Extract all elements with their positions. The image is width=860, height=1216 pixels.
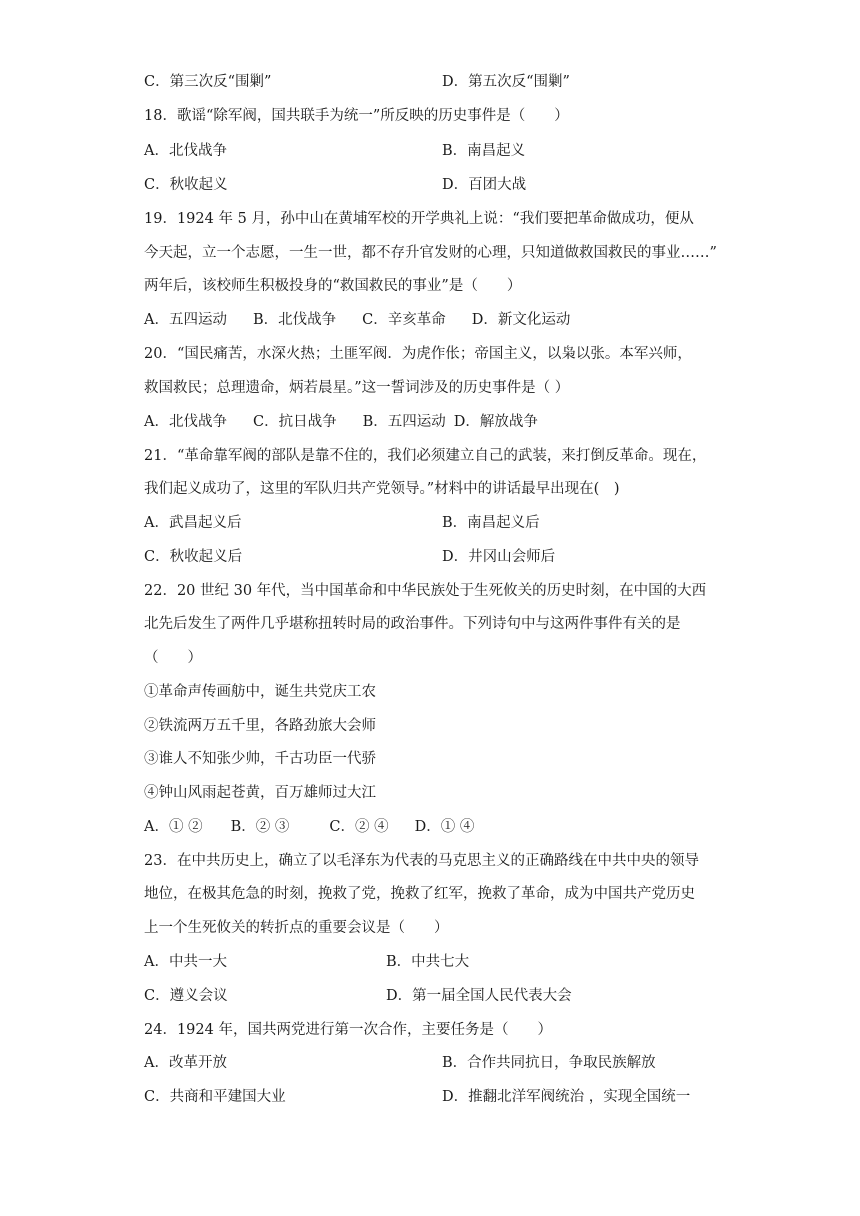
option-c: C．秋收起义 [144, 177, 228, 193]
question-stem: 上一个生死攸关的转折点的重要会议是（ ） [144, 920, 449, 936]
option-c: C．抗日战争 [252, 414, 337, 430]
option-a: A．① ② [144, 819, 203, 835]
poem-item: ②铁流两万五千里，各路劲旅大会师 [144, 718, 376, 734]
option-c: C．共商和平建国大业 [144, 1089, 286, 1105]
poem-item: ④钟山风雨起苍黄，百万雄师过大江 [144, 785, 376, 801]
option-d: D．推翻北洋军阀统治 ，实现全国统一 [442, 1089, 691, 1105]
question-stem: 今天起，立一个志愿，一生一世，都不存升官发财的心理，只知道做救国救民的事业……” [144, 245, 717, 261]
options-row [144, 310, 596, 330]
question-stem: 18．歌谣“除军阀，国共联手为统一”所反映的历史事件是（ ） [144, 108, 569, 124]
option-a: A．北伐战争 [144, 143, 227, 159]
question-stem: 救国救民；总理遗命，炳若晨星。”这一誓词涉及的历史事件是（ ） [144, 380, 570, 396]
option-b: B．南昌起义 [442, 143, 526, 159]
option-b: B．中共七大 [386, 954, 470, 970]
option-c: C．第三次反“围剿” [144, 74, 272, 90]
option-d: D．新文化运动 [471, 312, 571, 328]
option-c: C．秋收起义后 [144, 549, 243, 565]
question-stem: （ ） [144, 650, 202, 666]
option-c: C．辛亥革命 [362, 312, 446, 328]
options-row [144, 412, 564, 432]
question-stem: 20．“国民痛苦，水深火热；土匪军阀．为虎作伥；帝国主义，以枭以张。本军兴师， [144, 346, 692, 362]
option-d: D．① ④ [414, 819, 475, 835]
question-stem: 两年后，该校师生积极投身的“救国救民的事业”是（ ） [144, 278, 522, 294]
question-stem: 24．1924 年，国共两党进行第一次合作，主要任务是（ ） [144, 1022, 552, 1038]
option-d: D．解放战争 [453, 414, 538, 430]
option-b: B．北伐战争 [252, 312, 337, 328]
options-row [144, 817, 500, 837]
option-b: B．五四运动 [362, 414, 446, 430]
question-stem: 23．在中共历史上，确立了以毛泽东为代表的马克思主义的正确路线在中共中央的领导 [144, 853, 699, 869]
option-a: A．五四运动 [144, 312, 227, 328]
option-b: B．② ③ [230, 819, 290, 835]
option-c: C．遵义会议 [144, 988, 228, 1004]
poem-item: ③谁人不知张少帅，千古功臣一代骄 [144, 751, 376, 767]
poem-item: ①革命声传画舫中，诞生共党庆工农 [144, 684, 376, 700]
question-stem: 我们起义成功了，这里的军队归共产党领导。”材料中的讲话最早出现在( ) [144, 481, 620, 497]
option-d: D．第一届全国人民代表大会 [386, 988, 572, 1004]
option-d: D．第五次反“围剿” [442, 74, 570, 90]
option-b: B．合作共同抗日，争取民族解放 [442, 1055, 656, 1071]
option-a: A．中共一大 [144, 954, 227, 970]
question-stem: 22．20 世纪 30 年代，当中国革命和中华民族处于生死攸关的历史时刻，在中国的大西 [144, 583, 707, 599]
option-c: C．② ④ [329, 819, 389, 835]
option-d: D．百团大战 [442, 177, 527, 193]
question-stem: 北先后发生了两件几乎堪称扭转时局的政治事件。下列诗句中与这两件事件有关的是 [144, 616, 681, 632]
option-a: A．改革开放 [144, 1055, 227, 1071]
option-d: D．井冈山会师后 [442, 549, 556, 565]
option-a: A．北伐战争 [144, 414, 227, 430]
option-b: B．南昌起义后 [442, 515, 540, 531]
question-stem: 地位，在极其危急的时刻，挽救了党，挽救了红军，挽救了革命，成为中国共产党历史 [144, 886, 695, 902]
option-a: A．武昌起义后 [144, 515, 242, 531]
question-stem: 19．1924 年 5 月，孙中山在黄埔军校的开学典礼上说：“我们要把革命做成功，便从 [144, 211, 694, 227]
question-stem: 21．“革命靠军阀的部队是靠不住的，我们必须建立自己的武装，来打倒反革命。现在， [144, 448, 707, 464]
